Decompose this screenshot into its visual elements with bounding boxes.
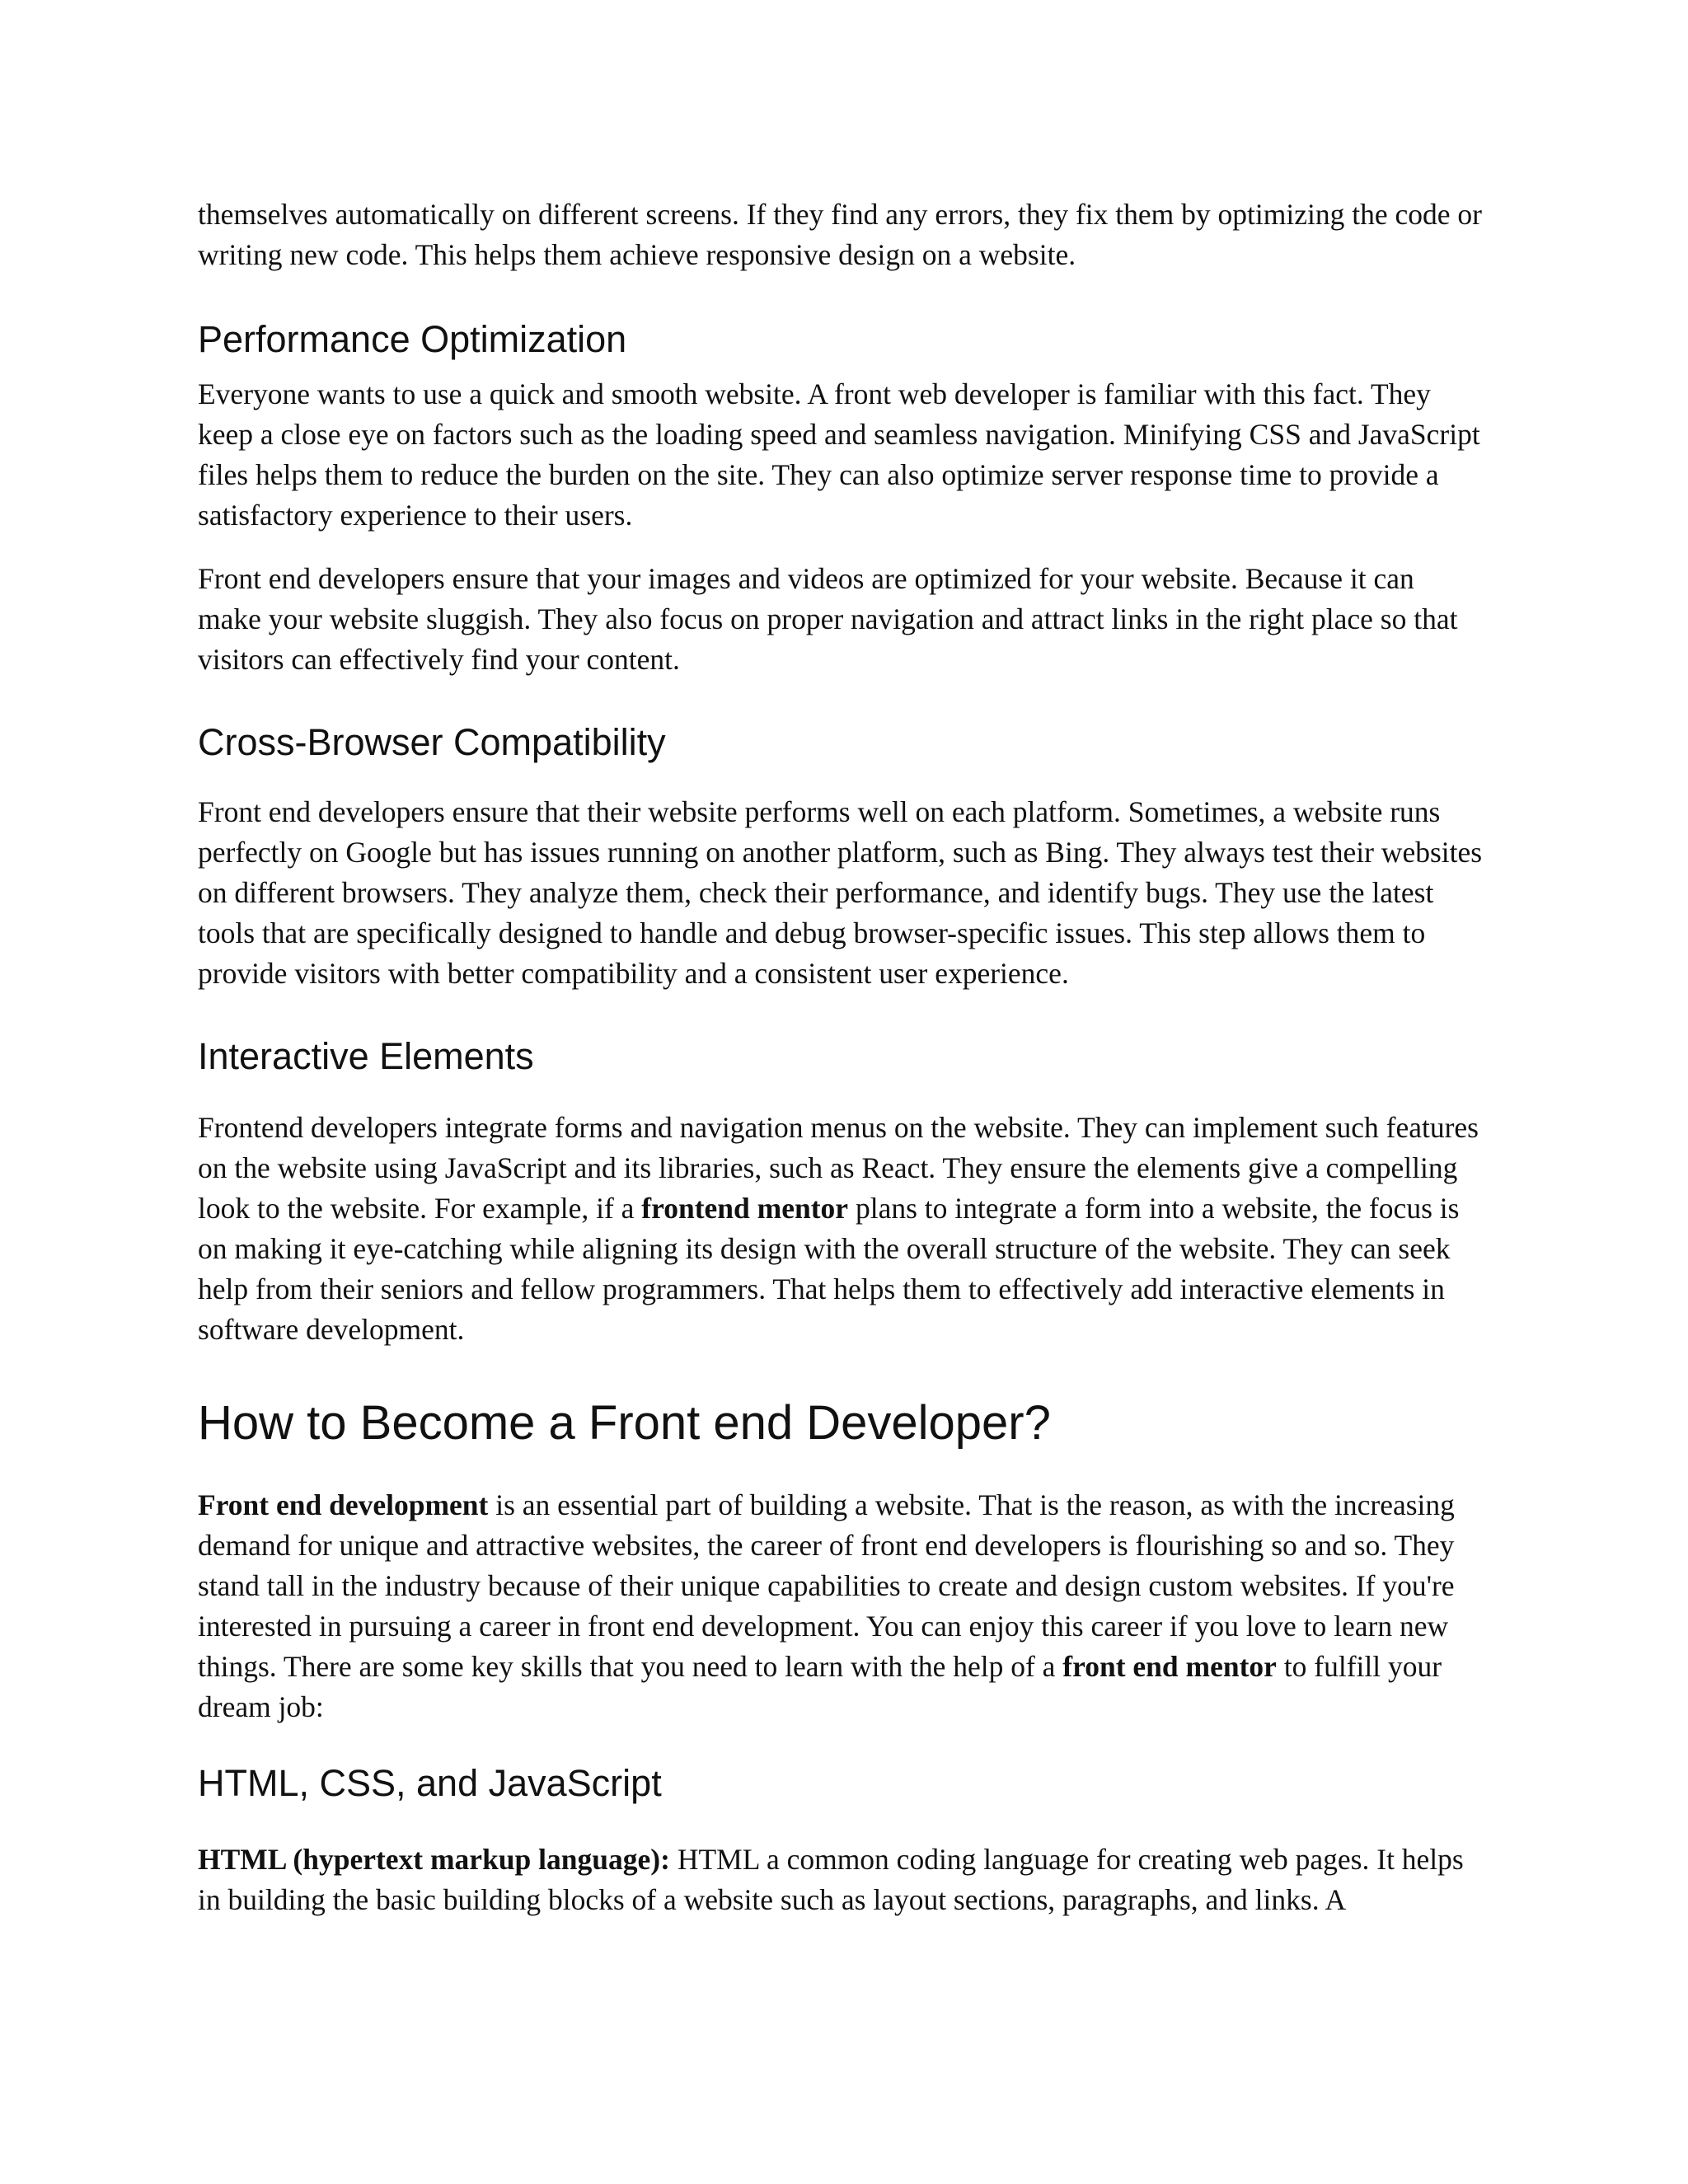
how-to-text-end: to fulfill your dream job: — [198, 1650, 1442, 1723]
html-term-bold: HTML (hypertext markup language): — [198, 1843, 670, 1876]
cross-browser-paragraph: Front end developers ensure that their website performs well on each platform. Sometimes, a website runs perfectly on Google but has issues running on another platform, such as Bing. They always test their websites on different browsers. They analyze them, check their performance, and identify bugs. They use the latest tools that are specifically designed to handle and debug browser-specific issues. This step allows them to provide visitors with better compatibility and a consistent user experience. — [198, 795, 1483, 990]
frontend-mentor-bold: frontend mentor — [641, 1192, 849, 1225]
cross-browser-heading: Cross-Browser Compatibility — [198, 721, 666, 763]
performance-heading: Performance Optimization — [198, 318, 627, 360]
html-definition-paragraph — [198, 1840, 1484, 1920]
performance-paragraph-1: Everyone wants to use a quick and smooth website. A front web developer is familiar with this fact. They keep a close eye on factors such as the loading speed and seamless navigation. Minifying CSS and JavaScript files helps them to reduce the burden on the site. They can also optimize server response time to provide a satisfactory experience to their users. — [198, 377, 1480, 532]
interactive-elements-paragraph — [198, 1108, 1484, 1350]
interactive-text-end: plans to integrate a form into a website, the focus is on making it eye-catching while aligning its design with the overall structure of the website. They can seek help from their seniors and fellow programmers. That helps them to effectively add interactive elements in software development. — [198, 1192, 1460, 1346]
how-to-become-paragraph — [198, 1485, 1484, 1727]
interactive-elements-heading: Interactive Elements — [198, 1035, 534, 1077]
front-end-mentor-bold: front end mentor — [1062, 1650, 1277, 1683]
performance-paragraph-2: Front end developers ensure that your images and videos are optimized for your website. Because it can make your website sluggish. They also focus on proper navigation and attract links in the right place so that visitors can effectively find your content. — [198, 562, 1458, 676]
how-to-text-mid: is an essential part of building a website. That is the reason, as with the increasing demand for unique and attractive websites, the career of front end developers is flourishing so and so. They stand tall in the industry because of their unique capabilities to create and design custom websites. If you're interested in pursuing a career in front end development. You can enjoy this career if you love to learn new things. There are some key skills that you need to learn with the help of a — [198, 1488, 1455, 1683]
document-page — [198, 194, 1484, 1920]
html-definition-text: HTML a common coding language for creating web pages. It helps in building the basic building blocks of a website such as layout sections, paragraphs, and links. A — [198, 1843, 1464, 1916]
interactive-text-start: Frontend developers integrate forms and navigation menus on the website. They can implement such features on the website using JavaScript and its libraries, such as React. They ensure the elements give a compelling look to the website. For example, if a — [198, 1111, 1479, 1225]
intro-paragraph: themselves automatically on different screens. If they find any errors, they fix them by optimizing the code or writing new code. This helps them achieve responsive design on a website. — [198, 198, 1482, 271]
how-to-become-heading: How to Become a Front end Developer? — [198, 1396, 1051, 1450]
html-css-js-heading: HTML, CSS, and JavaScript — [198, 1762, 662, 1804]
front-end-development-bold: Front end development — [198, 1488, 489, 1521]
